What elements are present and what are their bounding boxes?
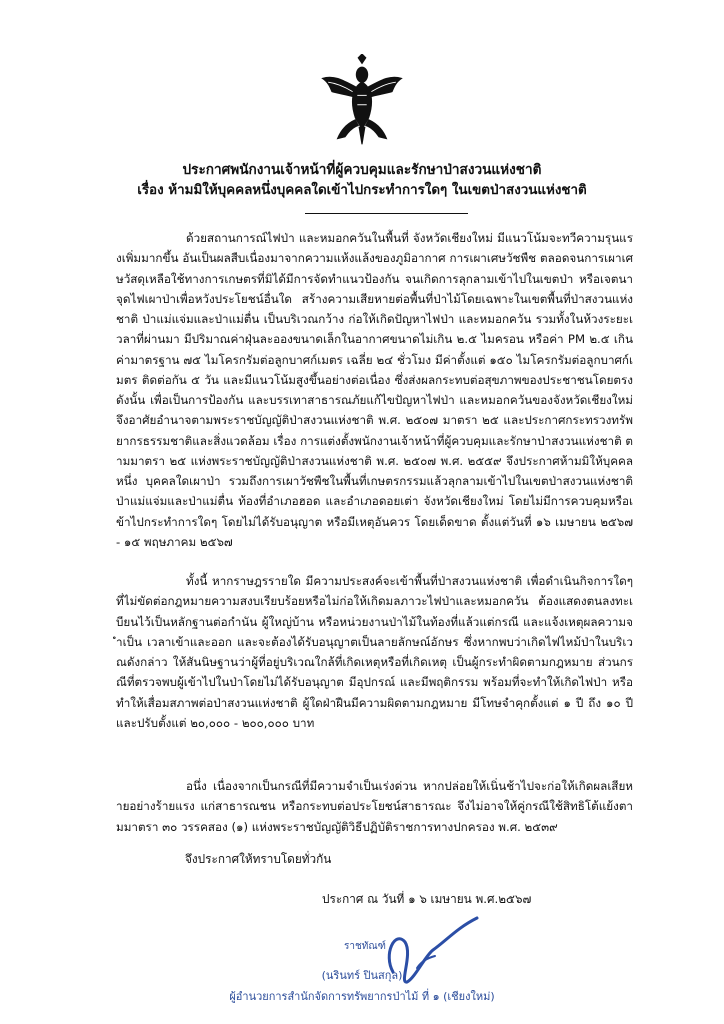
garuda-emblem-icon <box>314 54 410 148</box>
closing-line: จึงประกาศให้ทราบโดยทั่วกัน <box>185 852 332 866</box>
title-underline <box>305 213 468 214</box>
body-paragraph-1: ด้วยสถานการณ์ไฟป่า และหมอกควันในพื้นที่ จังหวัดเชียงใหม่ มีแนวโน้มจะทวีความรุนแรงเพิ่มมากขึ้น อันเป็นผลสืบเนื่องมาจากความแห้งแล้งของภูมิอากาศ การเผาเศษวัชพืช ตลอดจนการเผาเศษวัสดุเหลือใช้ทางการเกษตรที่มิได้มีการจัดทำแนวป้องกัน จนเกิดการลุกลามเข้าไปในเขตป่า หรือเจตนาจุดไฟเผาป่าเพื่อหวังประโยชน์อื่นใด สร้างความเสียหายต่อพื้นที่ป่าไม้โดยเฉพาะในเขตพื้นที่ป่าสงวนแห่งชาติ ป่าแม่แจ่มและป่าแม่ตื่น เป็นบริเวณกว้าง ก่อให้เกิดปัญหาไฟป่า และหมอกควัน รวมทั้งในห้วงระยะเวลาที่ผ่านมา มีปริมาณค่าฝุ่นละอองขนาดเล็กในอากาศขนาดไม่เกิน ๒.๕ ไมครอน หรือค่า PM ๒.๕ เกินค่ามาตรฐาน ๗๕ ไมโครกรัมต่อลูกบาศก์เมตร เฉลี่ย ๒๔ ชั่วโมง มีค่าตั้งแต่ ๑๕๐ ไมโครกรัมต่อลูกบาศก์เมตร ติดต่อกัน ๕ วัน และมีแนวโน้มสูงขึ้นอย่างต่อเนื่อง ซึ่งส่งผลกระทบต่อสุขภาพของประชาชนโดยตรง ดังนั้น เพื่อเป็นการป้องกัน และบรรเทาสาธารณภัยแก้ไขปัญหาไฟป่า และหมอกควันของจังหวัดเชียงใหม่ จึงอาศัยอำนาจตามพระราชบัญญัติป่าสงวนแห่งชาติ พ.ศ. ๒๕๐๗ มาตรา ๒๕ และประกาศกระทรวงทรัพยากรธรรมชาติและสิ่งแวดล้อม เรื่อง การแต่งตั้งพนักงานเจ้าหน้าที่ผู้ควบคุมและรักษาป่าสงวนแห่งชาติ ตามมาตรา ๒๕ แห่งพระราชบัญญัติป่าสงวนแห่งชาติ พ.ศ. ๒๕๐๗ พ.ศ. ๒๕๕๙ จึงประกาศห้ามมิให้บุคคลหนึ่ง บุคคลใดเผาป่า รวมถึงการเผาวัชพืชในพื้นที่เกษตรกรรมแล้วลุกลามเข้าไปในเขตป่าสงวนแห่งชาติ ป่าแม่แจ่มและป่าแม่ตื่น ท้องที่อำเภอฮอด และอำเภอดอยเต่า จังหวัดเชียงใหม่ โดยไม่มีการควบคุมหรือเข้าไปกระทำการใดๆ โดยไม่ได้รับอนุญาต หรือมีเหตุอันควร โดยเด็ดขาด ตั้งแต่วันที่ ๑๖ เมษายน ๒๕๖๗ - ๑๕ พฤษภาคม ๒๕๖๗ <box>116 231 633 549</box>
signer-position: ผู้อำนวยการสำนักจัดการทรัพยากรป่าไม้ ที่ ๑ (เชียงใหม่) <box>229 990 495 1003</box>
announcement-title: ประกาศพนักงานเจ้าหน้าที่ผู้ควบคุมและรักษาป่าสงวนแห่งชาติ <box>182 162 542 178</box>
announcement-subject: เรื่อง ห้ามมิให้บุคคลหนึ่งบุคคลใดเข้าไปกระทำการใดๆ ในเขตป่าสงวนแห่งชาติ <box>137 183 587 198</box>
body-paragraph-3: อนึ่ง เนื่องจากเป็นกรณีที่มีความจำเป็นเร่งด่วน หากปล่อยให้เนิ่นช้าไปจะก่อให้เกิดผลเสียหายอย่างร้ายแรง แก่สาธารณชน หรือกระทบต่อประโยชน์สาธารณะ จึงไม่อาจให้คู่กรณีใช้สิทธิโต้แย้งตามมาตรา ๓๐ วรรคสอง (๑) แห่งพระราชบัญญัติวิธีปฏิบัติราชการทางปกครอง พ.ศ. ๒๕๓๙ <box>116 779 633 834</box>
body-paragraph-2: ทั้งนี้ หากราษฎรรายใด มีความประสงค์จะเข้าพื้นที่ป่าสงวนแห่งชาติ เพื่อดำเนินกิจการใดๆ ที่ไม่ขัดต่อกฎหมายความสงบเรียบร้อยหรือไม่ก่อให้เกิดมลภาวะไฟป่าและหมอกควัน ต้องแสดงตนลงทะเบียนไว้เป็นหลักฐานต่อกำนัน ผู้ใหญ่บ้าน หรือหน่วยงานป่าไม้ในท้องที่แล้วแต่กรณี และแจ้งเหตุผลความจำเป็น เวลาเข้าและออก และจะต้องได้รับอนุญาตเป็นลายลักษณ์อักษร ซึ่งหากพบว่าเกิดไฟไหม้ป่าในบริเวณดังกล่าว ให้สันนิษฐานว่าผู้ที่อยู่บริเวณใกล้ที่เกิดเหตุหรือที่เกิดเหตุ เป็นผู้กระทำผิดตามกฎหมาย ส่วนกรณีที่ตรวจพบผู้เข้าไปในป่าโดยไม่ได้รับอนุญาต มีอุปกรณ์ และมีพฤติกรรม พร้อมที่จะทำให้เกิดไฟป่า หรือทำให้เสื่อมสภาพต่อป่าสงวนแห่งชาติ ผู้ใดฝ่าฝืนมีความผิดตามกฎหมาย มีโทษจำคุกตั้งแต่ ๑ ปี ถึง ๑๐ ปี และปรับตั้งแต่ ๒๐,๐๐๐ - ๒๐๐,๐๐๐ บาท <box>116 574 633 730</box>
announcement-date: ประกาศ ณ วันที่ ๑ ๖ เมษายน พ.ศ.๒๕๖๗ <box>322 892 532 906</box>
signer-name: (นรินทร์ ปินสกุล) <box>321 969 403 982</box>
stamp-text: ราชทัณฑ์ <box>344 941 386 952</box>
